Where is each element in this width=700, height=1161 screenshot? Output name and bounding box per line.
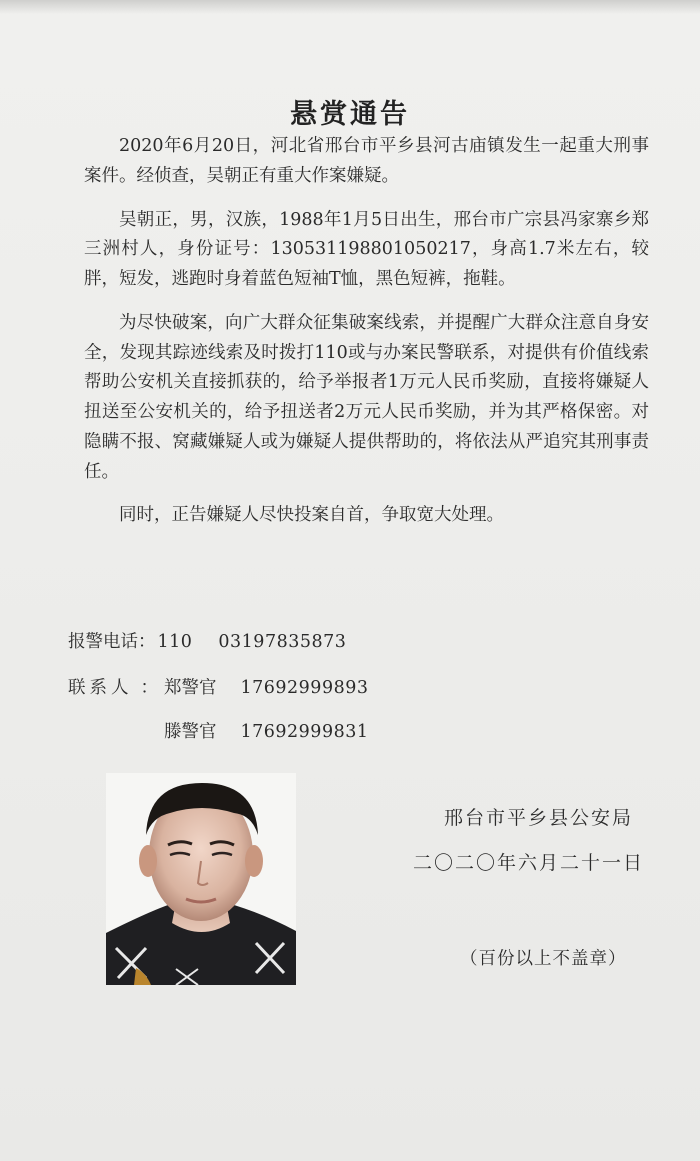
hotline-number-110: 110 <box>157 632 193 652</box>
contact-phone-teng: 17692999831 <box>240 722 369 742</box>
contact-row-1 <box>68 674 368 699</box>
hotline-row <box>68 628 346 653</box>
notice-title: 悬赏通告 <box>290 99 410 130</box>
contact-name-zheng: 郑警官 <box>164 678 217 698</box>
issuing-authority: 邢台市平乡县公安局 <box>444 807 634 829</box>
contact-name-teng: 滕警官 <box>164 722 217 742</box>
contact-row-2 <box>164 718 368 743</box>
paragraph-suspect-description: 吴朝正，男，汉族，1988年1月5日出生，邢台市广宗县冯家寨乡郑三洲村人，身份证号：130531198801050217，身高1.7米左右，较胖，短发，逃跑时身着蓝色短袖T恤，黑色短裤，拖鞋。 <box>84 209 649 289</box>
contacts-label: 联系人 <box>68 678 133 698</box>
paragraph-surrender-warning: 同时，正告嫌疑人尽快投案自首，争取宽大处理。 <box>119 505 504 526</box>
hotline-number-landline: 03197835873 <box>218 632 347 652</box>
stamp-note: （百份以上不盖章） <box>460 949 627 969</box>
contact-phone-zheng: 17692999893 <box>240 678 369 698</box>
paragraph-reward-terms: 为尽快破案，向广大群众征集破案线索，并提醒广大群众注意自身安全，发现其踪迹线索及时拨打110或与办案民警联系，对提供有价值线索帮助公安机关直接抓获的，给予举报者1万元人民币奖励，直接将嫌疑人扭送至公安机关的，给予扭送者2万元人民币奖励，并为其严格保密。对隐瞒不报、窝藏嫌疑人或为嫌疑人提供帮助的，将依法从严追究其刑事责任。 <box>84 312 649 482</box>
contacts-colon: ： <box>140 678 158 698</box>
page-top-shadow <box>0 0 700 14</box>
suspect-portrait-image <box>106 773 296 985</box>
suspect-photo <box>106 773 296 985</box>
hotline-label: 报警电话： <box>68 632 156 652</box>
issue-date: 二〇二〇年六月二十一日 <box>413 852 645 874</box>
notice-body <box>84 132 649 541</box>
paragraph-case-summary: 2020年6月20日，河北省邢台市平乡县河古庙镇发生一起重大刑事案件。经侦查，吴朝正有重大作案嫌疑。 <box>84 136 649 186</box>
